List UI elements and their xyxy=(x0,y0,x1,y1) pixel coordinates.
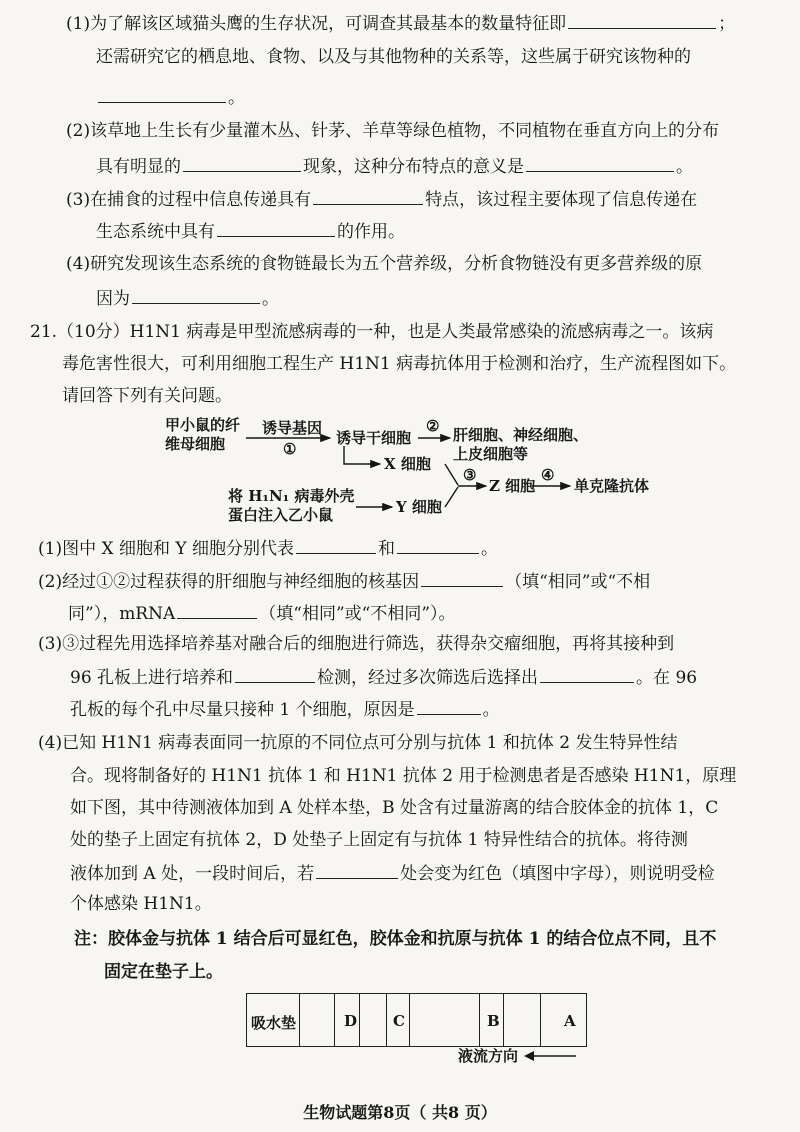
divider xyxy=(409,994,410,1046)
monoclonal-antibody: 单克隆抗体 xyxy=(574,477,650,495)
source-mouse-b xyxy=(228,487,354,525)
text: (1)为了解该区域猫头鹰的生存状况，可调查其最基本的数量特征即 xyxy=(66,14,567,34)
source-fibroblast xyxy=(165,416,240,454)
text: 96 孔板上进行培养和 xyxy=(70,668,234,688)
merge-x xyxy=(445,464,458,485)
text: (4)已知 H1N1 病毒表面同一抗原的不同位点可分别与抗体 1 和抗体 2 发生特异性结 xyxy=(38,733,678,753)
q21-2-line1 xyxy=(38,568,650,594)
q21-3-line1 xyxy=(38,632,674,656)
text: (3)在捕食的过程中信息传递具有 xyxy=(66,190,312,210)
text: 现象，这种分布特点的意义是 xyxy=(303,157,524,177)
text: 检测，经过多次筛选后选择出 xyxy=(317,668,539,688)
step3-number: ③ xyxy=(463,466,477,484)
divider xyxy=(334,994,335,1046)
page-footer: 生物试题第8页（ 共8 页） xyxy=(303,1103,497,1122)
text: 固定在垫子上。 xyxy=(104,962,223,982)
text: (3)③过程先用选择培养基对融合后的细胞进行筛选，获得杂交瘤细胞，再将其接种到 xyxy=(38,634,675,654)
text: 个体感染 H1N1。 xyxy=(70,894,212,914)
text: 蛋白注入乙小鼠 xyxy=(228,506,334,524)
q21-3-line3 xyxy=(70,696,500,722)
text: 同”），mRNA xyxy=(68,604,176,624)
q21-1-line1 xyxy=(38,535,498,561)
text: 和 xyxy=(378,539,396,559)
q21-4-line6 xyxy=(70,892,212,916)
text: 。 xyxy=(481,539,499,559)
text: 。 xyxy=(482,700,500,720)
text: 液体加到 A 处，一段时间后，若 xyxy=(70,864,315,884)
text: 处的垫子上固定有抗体 2，D 处垫子上固定有与抗体 1 特异性结合的抗体。将待测 xyxy=(70,830,688,850)
pad-a-label: A xyxy=(564,1012,576,1030)
text: (4)研究发现该生态系统的食物链最长为五个营养级，分析食物链没有更多营养级的原 xyxy=(66,254,703,274)
divider xyxy=(359,994,360,1046)
answer-blank[interactable] xyxy=(296,535,376,554)
flow-direction-arrow xyxy=(524,1048,580,1064)
step2-number: ② xyxy=(426,417,440,435)
text: 将 H₁N₁ 病毒外壳 xyxy=(228,487,355,505)
text: （填“相同”或“不相同”）。 xyxy=(259,604,456,624)
question-21-stem: 21.（10分）H1N1 病毒是甲型流感病毒的一种，也是人类最常感染的流感病毒之一。该病 xyxy=(30,322,714,342)
arrow-to-x xyxy=(344,446,380,464)
step4-number: ④ xyxy=(541,466,555,484)
q21-4-line5 xyxy=(70,860,715,886)
q21-4-line3 xyxy=(70,796,718,820)
text: 。 xyxy=(228,88,245,108)
text: 。在 96 xyxy=(636,668,698,688)
pad-b-label: B xyxy=(487,1012,500,1030)
text: 维母细胞 xyxy=(165,435,226,453)
q21-4-line2 xyxy=(70,764,736,788)
merge-y xyxy=(445,487,458,507)
text: (2)经过①②过程获得的肝细胞与神经细胞的核基因 xyxy=(38,572,420,592)
note-line2 xyxy=(104,960,223,984)
text: 因为 xyxy=(96,289,130,309)
answer-blank[interactable] xyxy=(235,664,315,683)
divider xyxy=(540,994,541,1046)
induced-stem-cell: 诱导干细胞 xyxy=(336,429,412,447)
text: 肝细胞、神经细胞、 xyxy=(453,426,589,444)
text: 如下图，其中待测液体加到 A 处样本垫，B 处含有过量游离的结合胶体金的抗体 1，C xyxy=(70,798,719,818)
note-line1 xyxy=(74,927,716,951)
absorbent-pad-label: 吸水垫 xyxy=(251,1014,297,1032)
text: 毒危害性很大，可利用细胞工程生产 H1N1 病毒抗体用于检测和治疗，生产流程图如下。 xyxy=(62,354,737,374)
text: 特点，该过程主要体现了信息传递在 xyxy=(425,190,698,210)
q21-4-line4 xyxy=(70,828,688,852)
text: 的作用。 xyxy=(337,222,405,242)
pad-c-label: C xyxy=(393,1012,405,1030)
answer-blank[interactable] xyxy=(397,535,479,554)
z-cell: Z 细胞 xyxy=(489,477,536,495)
q21-4-line1 xyxy=(38,731,677,755)
text: 具有明显的 xyxy=(96,157,181,177)
text: 。 xyxy=(676,157,693,177)
q21-2-line2 xyxy=(68,600,456,626)
answer-blank[interactable] xyxy=(316,860,398,879)
text: 生态系统中具有 xyxy=(96,222,215,242)
divider xyxy=(503,994,504,1046)
note: 注：胶体金与抗体 1 结合后可显红色，胶体金和抗原与抗体 1 的结合位点不同，且不 xyxy=(74,929,717,949)
y-cell: Y 细胞 xyxy=(396,498,442,516)
answer-blank[interactable] xyxy=(421,568,503,587)
text: (2)该草地上生长有少量灌木丛、针茅、羊草等绿色植物，不同植物在垂直方向上的分布 xyxy=(66,121,720,141)
x-cell: X 细胞 xyxy=(384,455,431,473)
step1-number: ① xyxy=(283,440,297,458)
answer-blank[interactable] xyxy=(177,600,257,619)
text: 合。现将制备好的 H1N1 抗体 1 和 H1N1 抗体 2 用于检测患者是否感染 H1N1，原理 xyxy=(70,766,737,786)
answer-blank[interactable] xyxy=(540,664,634,683)
divider xyxy=(479,994,480,1046)
text: （填“相同”或“不相 xyxy=(505,572,651,592)
text: 孔板的每个孔中尽量只接种 1 个细胞，原因是 xyxy=(70,700,415,720)
pad-d-label: D xyxy=(344,1012,358,1030)
text: (1)图中 X 细胞和 Y 细胞分别代表 xyxy=(38,539,295,559)
text: 。 xyxy=(262,289,279,309)
divider xyxy=(299,994,300,1046)
differentiated-cells xyxy=(453,426,588,464)
text: 处会变为红色（填图中字母），则说明受检 xyxy=(400,864,715,884)
text: 上皮细胞等 xyxy=(453,445,529,463)
divider xyxy=(386,994,387,1046)
text: ； xyxy=(718,14,736,34)
text: 还需研究它的栖息地、食物、以及与其他物种的关系等，这些属于研究该物种的 xyxy=(96,47,691,67)
q21-3-line2 xyxy=(70,664,697,690)
step1-label: 诱导基因 xyxy=(262,419,323,437)
test-strip-diagram xyxy=(246,993,587,1047)
text: 请回答下列有关问题。 xyxy=(62,386,232,406)
text: 甲小鼠的纤 xyxy=(165,416,241,434)
answer-blank[interactable] xyxy=(417,696,481,715)
flow-direction-label: 液流方向 xyxy=(458,1047,519,1065)
